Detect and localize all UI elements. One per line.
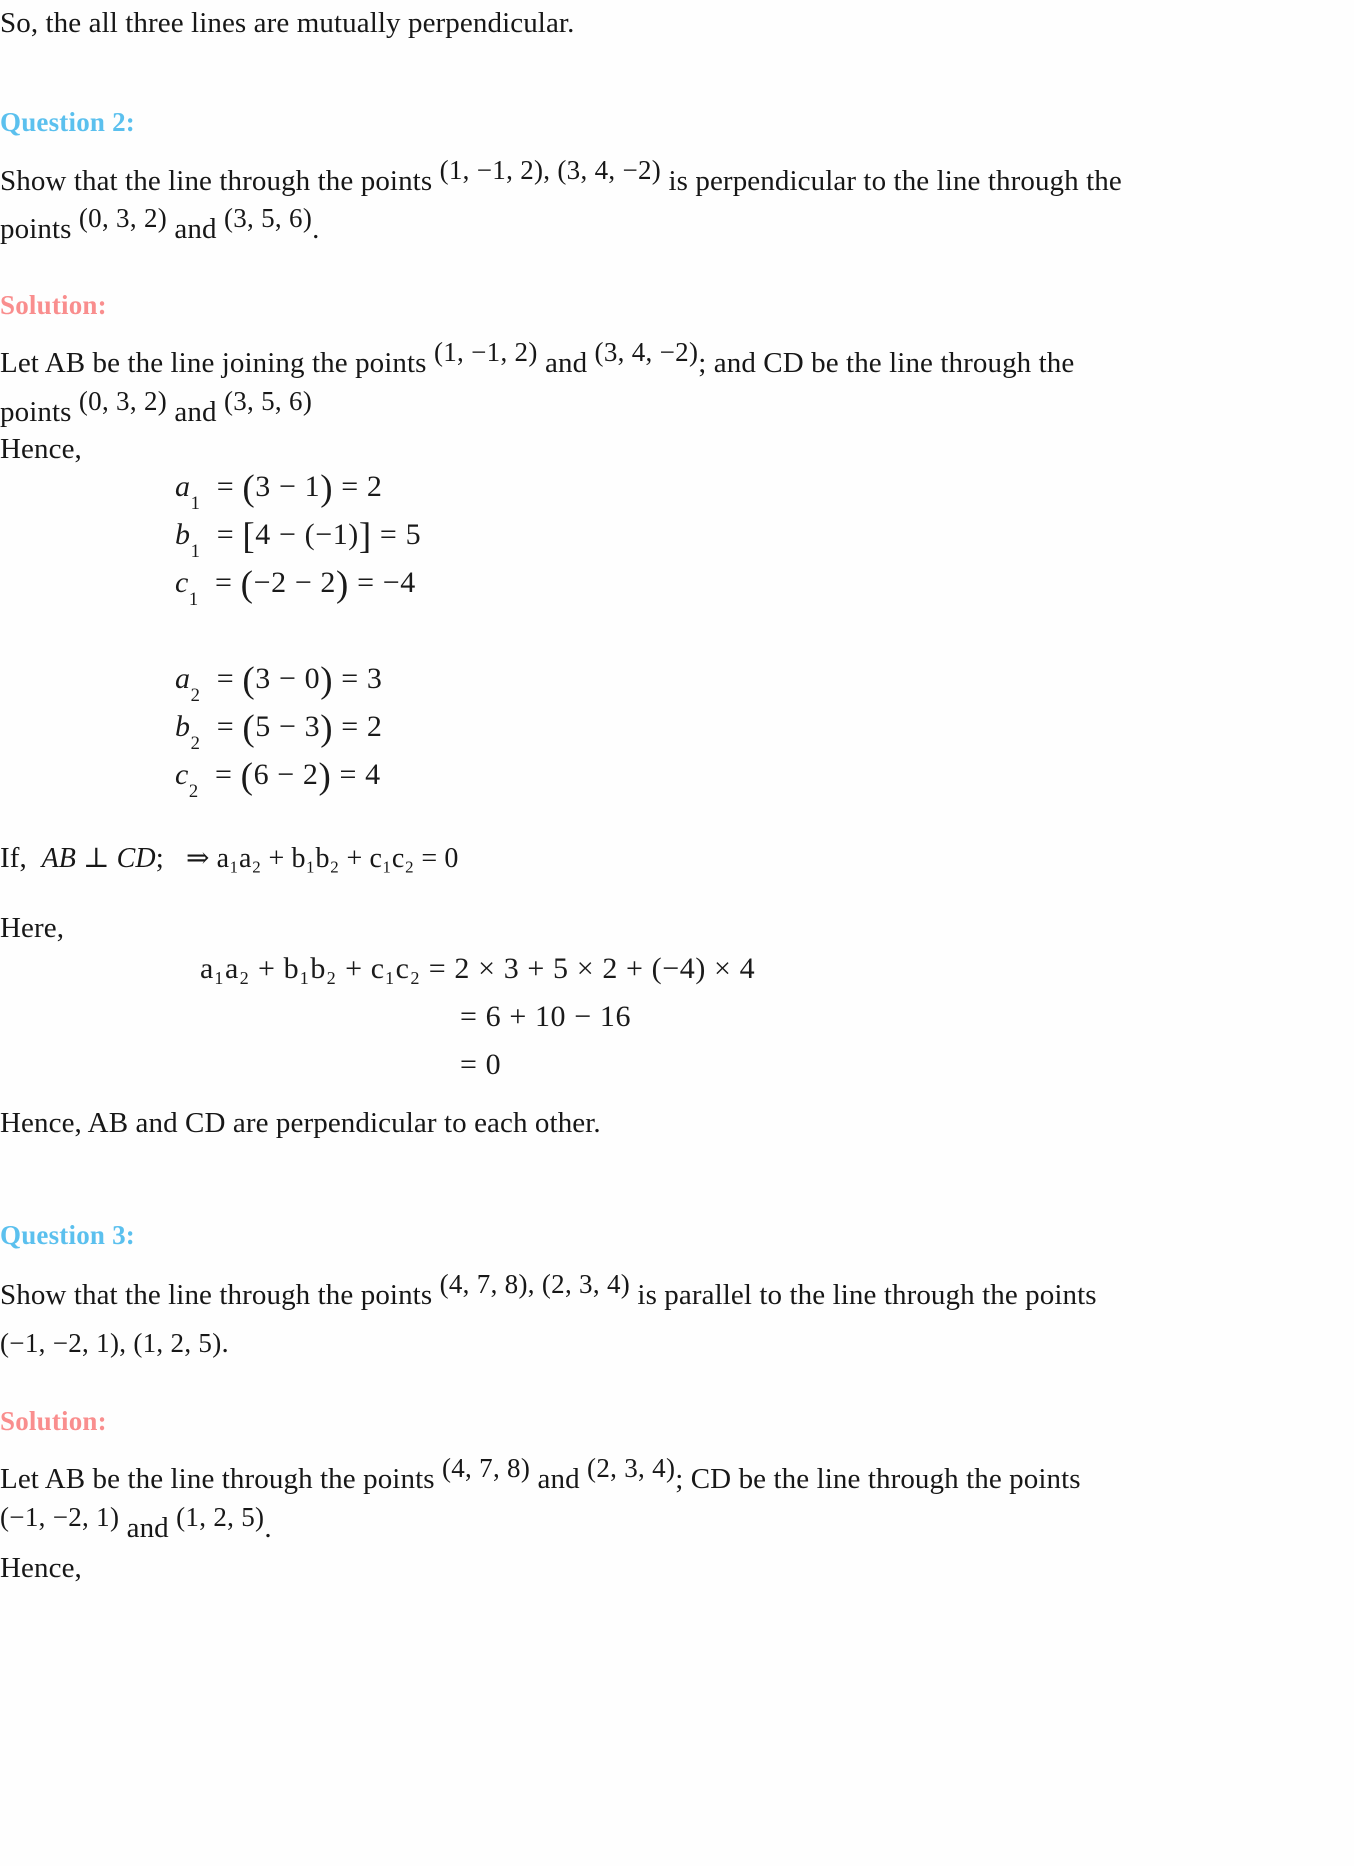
- eq-c2-close: ): [318, 756, 332, 797]
- equation-a1: $a_1 = (3 - 1) = 2$: [175, 468, 383, 514]
- solution-3-heading: [0, 1404, 107, 1438]
- s3-line1-and: and: [537, 1463, 580, 1495]
- q3-statement-part2: is parallel to the line through the points: [637, 1279, 1097, 1311]
- q3-statement-part1: Show that the line through the points: [0, 1279, 433, 1311]
- eq-b2-open: (: [242, 708, 256, 749]
- here-text: Here,: [0, 912, 65, 944]
- q2-statement-part1: Show that the line through the points: [0, 165, 433, 197]
- question-2-statement-line-1: [0, 155, 1354, 204]
- question-3-statement-line-1: [0, 1269, 1354, 1318]
- eq-b1-lhs: b: [175, 518, 191, 551]
- q3-points-a: (4, 7, 8), (2, 3, 4): [439, 1269, 631, 1299]
- solution-2-line-2: [0, 386, 1354, 435]
- solution-3-heading-text: Solution:: [0, 1406, 107, 1436]
- eq-a2-open: (: [242, 660, 256, 701]
- equation-b1: $b_1 = [4 - (-1)] = 5$: [175, 516, 422, 562]
- s2-line1-and: and: [545, 347, 588, 379]
- q2-points-c: (3, 5, 6): [223, 203, 313, 233]
- dot-product-rhs-2: = 6 + 10 − 16: [460, 1000, 632, 1033]
- question-3-statement-line-2: [0, 1320, 1354, 1366]
- eq-a1-body: 3 − 1: [255, 470, 321, 503]
- condition-expression: AB ⊥ CD: [41, 843, 156, 874]
- equation-a2: $a_2 = (3 - 0) = 3$: [175, 660, 383, 706]
- solution-2-heading-text: Solution:: [0, 290, 107, 320]
- s2-line2-part1: points: [0, 396, 72, 428]
- s2-conclusion-text: Hence, AB and CD are perpendicular to each other.: [0, 1107, 601, 1139]
- eq-b1-open: [: [242, 516, 256, 557]
- solution-2-line-1: [0, 337, 1354, 386]
- dot-product-line-1: [200, 952, 755, 1000]
- solution-2-heading: [0, 288, 107, 322]
- condition-semicolon: ;: [155, 842, 164, 874]
- s2-hence-text: Hence,: [0, 433, 82, 465]
- s2-line1-points-b: (3, 4, −2): [594, 337, 699, 367]
- question-2-heading: [0, 105, 135, 139]
- q2-period: .: [312, 213, 320, 245]
- eq-c2-body: 6 − 2: [253, 758, 319, 791]
- s3-line1-part1: Let AB be the line through the points: [0, 1463, 435, 1495]
- eq-a1-open: (: [242, 468, 256, 509]
- q2-and: and: [174, 213, 217, 245]
- eq-a2-lhs: a: [175, 662, 191, 695]
- s3-line2-points-b: (1, 2, 5): [176, 1502, 265, 1532]
- q2-statement-part3: points: [0, 213, 72, 245]
- solution-3-line-1: [0, 1453, 1354, 1502]
- eq-b1-sub: 1: [190, 540, 201, 562]
- solution-3-line-2: [0, 1502, 1354, 1551]
- q3-points-b: (−1, −2, 1), (1, 2, 5): [0, 1328, 222, 1358]
- equation-group-2: [175, 662, 382, 806]
- perpendicular-condition-line: [0, 835, 458, 882]
- solution-3-hence-label: [0, 1545, 82, 1591]
- q3-period: .: [221, 1327, 229, 1359]
- eq-a2-close: ): [320, 660, 334, 701]
- s2-line1-points-a: (1, −1, 2): [433, 337, 538, 367]
- s3-line2-points-a: (−1, −2, 1): [0, 1502, 120, 1532]
- question-3-heading-text: Question 3:: [0, 1220, 135, 1250]
- eq-b2-close: ): [320, 708, 334, 749]
- solution-2-conclusion: [0, 1100, 601, 1146]
- s2-line2-and: and: [174, 396, 217, 428]
- equation-group-1: [175, 470, 421, 614]
- equation-b2: $b_2 = (5 - 3) = 2$: [175, 708, 383, 754]
- eq-a2-sub: 2: [190, 684, 201, 706]
- eq-c2-result: 4: [365, 758, 381, 791]
- dot-product-rhs-1: = 2 × 3 + 5 × 2 + (−4) × 4: [428, 952, 756, 985]
- solution-2-hence-label: [0, 426, 82, 472]
- here-label: [0, 905, 64, 951]
- eq-c1-lhs: c: [175, 566, 189, 599]
- eq-a1-close: ): [320, 468, 334, 509]
- dot-product-block: [200, 952, 755, 1096]
- eq-c2-lhs: c: [175, 758, 189, 791]
- eq-a2-body: 3 − 0: [255, 662, 321, 695]
- eq-c2-sub: 2: [188, 780, 199, 802]
- eq-b2-lhs: b: [175, 710, 191, 743]
- eq-c1-sub: 1: [188, 588, 199, 610]
- eq-c2-open: (: [240, 756, 254, 797]
- eq-c1-body: −2 − 2: [253, 566, 337, 599]
- question-2-statement-line-2: [0, 203, 1354, 252]
- intro-text: So, the all three lines are mutually perpendicular.: [0, 7, 575, 39]
- s3-line1-points-a: (4, 7, 8): [441, 1453, 531, 1483]
- eq-b1-result: 5: [405, 518, 422, 551]
- q2-points-a: (1, −1, 2), (3, 4, −2): [439, 155, 662, 185]
- eq-a1-lhs: a: [175, 470, 191, 503]
- s3-line1-points-b: (2, 3, 4): [587, 1453, 676, 1483]
- eq-a2-result: 3: [366, 662, 383, 695]
- eq-a1-sub: 1: [190, 492, 201, 514]
- eq-b1-close: ]: [358, 516, 372, 557]
- equation-c2: $c_2 = (6 - 2) = 4$: [175, 756, 381, 802]
- s2-line1-part2: ; and CD be the line through the: [698, 347, 1075, 379]
- intro-line: [0, 0, 1354, 46]
- eq-c1-close: ): [336, 564, 349, 605]
- s3-hence-text: Hence,: [0, 1552, 82, 1584]
- condition-label: If,: [0, 842, 27, 874]
- eq-b2-result: 2: [366, 710, 383, 743]
- s2-line2-points-b: (3, 5, 6): [223, 386, 313, 416]
- equation-c1: $c_1 = (-2 - 2) = -4$: [175, 564, 416, 610]
- eq-a1-result: 2: [366, 470, 383, 503]
- dot-product-lhs: a₁a₂ + b₁b₂ + c₁c₂: [200, 952, 421, 985]
- s3-line1-part2: ; CD be the line through the points: [675, 1463, 1081, 1495]
- eq-b1-body: 4 − (−1): [255, 518, 359, 551]
- eq-c1-result: −4: [382, 566, 416, 599]
- dot-product-rhs-3: = 0: [460, 1048, 502, 1081]
- eq-b2-sub: 2: [190, 732, 201, 754]
- s2-line1-part1: Let AB be the line joining the points: [0, 347, 427, 379]
- question-2-heading-text: Question 2:: [0, 107, 135, 137]
- q2-points-b: (0, 3, 2): [78, 203, 168, 233]
- eq-c1-open: (: [240, 564, 254, 605]
- s3-line2-period: .: [264, 1512, 272, 1544]
- s3-line2-and: and: [126, 1512, 169, 1544]
- dot-product-line-3: [200, 1048, 755, 1096]
- dot-product-line-2: [200, 1000, 755, 1048]
- question-3-heading: [0, 1218, 135, 1252]
- condition-implication: ⇒ a₁a₂ + b₁b₂ + c₁c₂ = 0: [185, 843, 459, 874]
- s2-line2-points-a: (0, 3, 2): [78, 386, 168, 416]
- q2-statement-part2: is perpendicular to the line through the: [668, 165, 1122, 197]
- eq-b2-body: 5 − 3: [255, 710, 321, 743]
